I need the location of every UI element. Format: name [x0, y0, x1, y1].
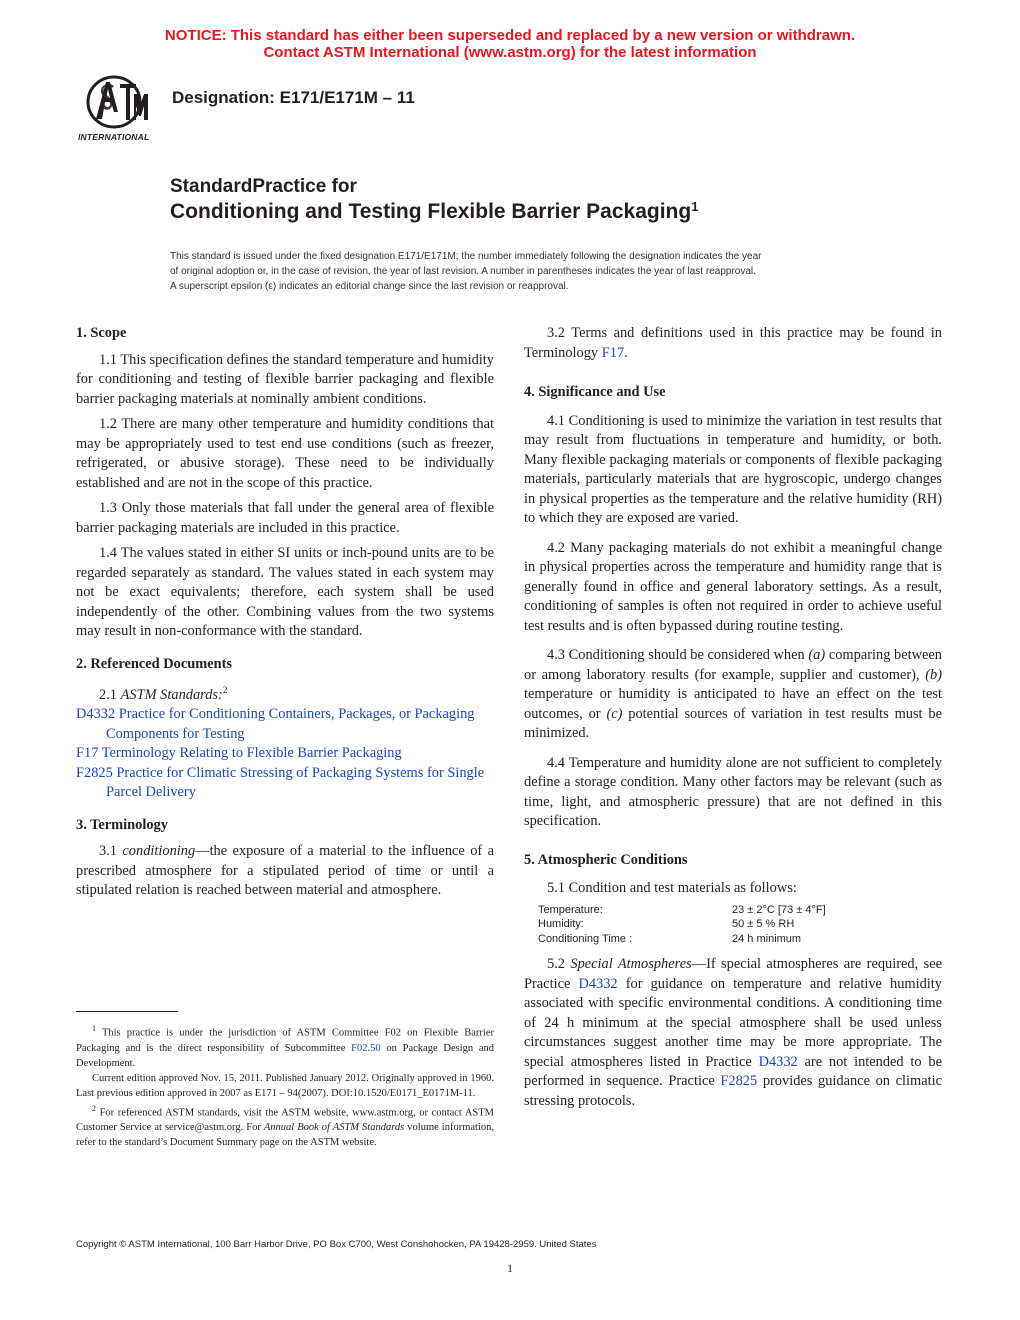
- footnote-rule: [76, 1011, 178, 1012]
- atmospheric-5-2: [524, 955, 942, 1111]
- condition-label: Humidity:: [538, 918, 584, 930]
- footnote-2: [76, 1101, 494, 1151]
- atm-5-2-c: are not intended to be performed in sequence. Practice: [524, 1053, 942, 1089]
- title-line-2: [170, 199, 698, 224]
- footnote-1-link[interactable]: F02.50: [351, 1042, 381, 1054]
- atm-5-2-link-d4332-a[interactable]: D4332: [578, 975, 618, 992]
- significance-4-1: 4.1 Conditioning is used to minimize the variation in test results that may result from fluctuations in temperature and humidity, or both. Many flexible packaging materials or components of flexible packaging materials, particularly materials that are hygroscopic, undergo changes in physical properties as the temperature and the relative humidity (RH) to which they are exposed are varied.: [524, 412, 942, 526]
- ref-f17[interactable]: [76, 744, 494, 764]
- title-line-1: StandardPractice for: [170, 176, 357, 197]
- referenced-intro: [76, 681, 494, 705]
- footnote-1-a: This practice is under the jurisdiction of ASTM Committee F02 on Flexible Barrier Packaging and is the direct responsibility of Subcommittee: [76, 1027, 494, 1054]
- conditions-table: [538, 903, 942, 947]
- ref-d4332[interactable]: [76, 705, 494, 744]
- footnote-2-b: volume information, refer to the standard’s Document Summary page on the ASTM website.: [76, 1122, 494, 1148]
- condition-row-humidity: [538, 917, 942, 932]
- sig-4-3-c: temperature or humidity is anticipated to have an effect on the test outcomes, or: [524, 686, 942, 722]
- term-3-1-text: —the exposure of a material to the influence of a prescribed atmosphere for a stipulated period of time or until a stipulated relation is reached between material and atmosphere.: [76, 843, 494, 899]
- atmospheric-5-1: 5.1 Condition and test materials as follows:: [547, 880, 797, 896]
- condition-row-time: [538, 932, 942, 947]
- term-conditioning: conditioning: [122, 843, 196, 860]
- ref-title-f17[interactable]: Terminology Relating to Flexible Barrier Packaging: [101, 745, 402, 762]
- atm-5-2-a: —If special atmospheres are required, see Practice: [524, 956, 942, 992]
- sig-4-3-ia: (a): [808, 647, 826, 663]
- atmospheric-heading: 5. Atmospheric Conditions: [524, 851, 688, 868]
- condition-value: 50 ± 5 % RH: [732, 918, 795, 930]
- significance-4-4: 4.4 Temperature and humidity alone are not sufficient to completely define a storage condition. Many other factors may be relevant (such as time, light, and atmospheric pressure) that are not defined in this specification.: [524, 754, 942, 829]
- copyright: Copyright © ASTM International, 100 Barr Harbor Drive, PO Box C700, West Conshohocken, PA 19428-2959. United States: [76, 1239, 597, 1250]
- issuance-line-1: This standard is issued under the fixed designation E171/E171M; the number immediately following the designation indicates the year: [170, 251, 762, 262]
- atm-5-2-num: 5.2: [547, 956, 565, 972]
- ref-title-d4332[interactable]: Practice for Conditioning Containers, Packages, or Packaging Components for Testing: [106, 706, 475, 742]
- atm-5-2-d: provides guidance on climatic stressing protocols.: [524, 1073, 942, 1109]
- issuance-line-2: of original adoption or, in the case of revision, the year of last revision. A number in parentheses indicates the year of last reapproval.: [170, 266, 756, 277]
- scope-1-1: 1.1 This specification defines the standard temperature and humidity for conditioning and testing of flexible barrier packaging and flexible barrier packaging materials at nominally ambient conditions.: [76, 351, 494, 407]
- footnote-2-italic: Annual Book of ASTM Standards: [263, 1122, 405, 1133]
- logo-label: INTERNATIONAL: [78, 132, 150, 142]
- issuance-note: [170, 249, 870, 294]
- condition-label: Temperature:: [538, 903, 603, 916]
- ref-code-f2825[interactable]: F2825: [76, 764, 113, 781]
- term-3-2-link-f17[interactable]: F17: [601, 344, 625, 361]
- term-3-2-end: .: [624, 344, 628, 361]
- footnotes: [76, 1021, 494, 1150]
- right-column: [524, 324, 942, 1117]
- sig-4-3-ib: (b): [925, 666, 942, 683]
- page-number: 1: [507, 1261, 513, 1275]
- sig-4-3-d: potential sources of variation in test results must be minimized.: [524, 705, 942, 741]
- footnote-1-mark: 1: [92, 1024, 96, 1033]
- referenced-heading: 2. Referenced Documents: [76, 655, 232, 672]
- notice-line-2: Contact ASTM International (www.astm.org) for the latest information: [263, 44, 757, 61]
- condition-label: Conditioning Time :: [538, 932, 633, 945]
- supersession-notice: [0, 27, 1020, 61]
- terminology-3-1: [76, 842, 494, 901]
- referenced-intro-num: 2.1: [99, 686, 117, 703]
- ref-code-d4332[interactable]: D4332: [76, 706, 116, 723]
- scope-1-4: 1.4 The values stated in either SI units or inch-pound units are to be regarded separately as standard. The values stated in each system may not be exact equivalents; therefore, each system shall be used independently of the other. Combining values from the two systems may result in non-conformance with the standard.: [76, 545, 494, 639]
- scope-1-2: 1.2 There are many other temperature and humidity conditions that may be appropriately used to test end use conditions (such as freezer, refrigerated, or abusive storage). These need to be individually established and are not in the scope of this practice.: [76, 416, 494, 491]
- title-footnote-mark: 1: [691, 199, 699, 214]
- footnote-1: [76, 1021, 494, 1071]
- term-3-2-text: 3.2 Terms and definitions used in this practice may be found in Terminology: [524, 325, 942, 361]
- sig-4-3-a: 4.3 Conditioning should be considered when: [547, 647, 805, 663]
- terminology-3-2: [524, 324, 942, 363]
- footnote-2-mark: 2: [92, 1103, 96, 1113]
- sig-4-3-b: comparing between or among laboratory results (for example, supplier and customer),: [524, 647, 942, 683]
- significance-4-2: 4.2 Many packaging materials do not exhibit a meaningful change in physical properties across the temperature and humidity range that is generally found in office and general laboratory settings. As a result, conditioning of samples is often not required in order to achieve useful test results and is often bypassed during routine testing.: [524, 539, 942, 634]
- ref-f2825[interactable]: [76, 764, 494, 803]
- ref-title-f2825[interactable]: Practice for Climatic Stressing of Packaging Systems for Single Parcel Delivery: [106, 764, 485, 801]
- title-text: Conditioning and Testing Flexible Barrier Packaging: [170, 200, 692, 223]
- notice-line-1: NOTICE: This standard has either been superseded and replaced by a new version or withdrawn.: [164, 27, 856, 44]
- condition-value: 23 ± 2°C [73 ± 4°F]: [732, 903, 826, 916]
- scope-heading: 1. Scope: [76, 325, 127, 341]
- footnote-1-edition: Current edition approved Nov. 15, 2011. Published January 2012. Originally approved in 1960. Last previous edition approved in 2007 as E171 – 94(2007). DOI:10.1520/E0171_E0171M-11.: [76, 1072, 494, 1099]
- referenced-intro-text: ASTM Standards:: [120, 686, 223, 703]
- atm-5-2-link-d4332-b[interactable]: D4332: [758, 1053, 798, 1070]
- atm-5-2-link-f2825[interactable]: F2825: [720, 1073, 758, 1089]
- sig-4-3-ic: (c): [606, 705, 623, 722]
- left-column: [76, 324, 494, 907]
- issuance-line-3: A superscript epsilon (ε) indicates an editorial change since the last revision or reapproval.: [170, 281, 569, 292]
- footnote-2-a: For referenced ASTM standards, visit the ASTM website, www.astm.org, or contact ASTM Customer Service at service@astm.org. For: [76, 1107, 495, 1133]
- significance-heading: 4. Significance and Use: [524, 384, 666, 400]
- designation: Designation: E171/E171M – 11: [172, 88, 415, 107]
- term-3-1-num: 3.1: [99, 843, 117, 860]
- footnote-1-b: on Package Design and Development.: [76, 1042, 495, 1069]
- atm-5-2-b: for guidance on temperature and relative humidity associated with specific environmental conditions. A conditioning time of 24 h minimum at the special atmosphere shall be used unless circumstances suggest another time may be more appropriate. The special atmospheres listed in Practice: [524, 975, 942, 1070]
- condition-value: 24 h minimum: [732, 932, 802, 945]
- referenced-intro-sup: 2: [222, 685, 228, 695]
- scope-1-3: 1.3 Only those materials that fall under the general area of flexible barrier packaging materials are included in this practice.: [76, 500, 494, 536]
- ref-code-f17[interactable]: F17: [76, 745, 99, 762]
- astm-logo-icon: [74, 74, 162, 146]
- condition-row-temperature: [538, 903, 942, 918]
- atm-5-2-term: Special Atmospheres: [570, 956, 692, 972]
- terminology-heading: 3. Terminology: [76, 816, 168, 833]
- significance-4-3: [524, 646, 942, 744]
